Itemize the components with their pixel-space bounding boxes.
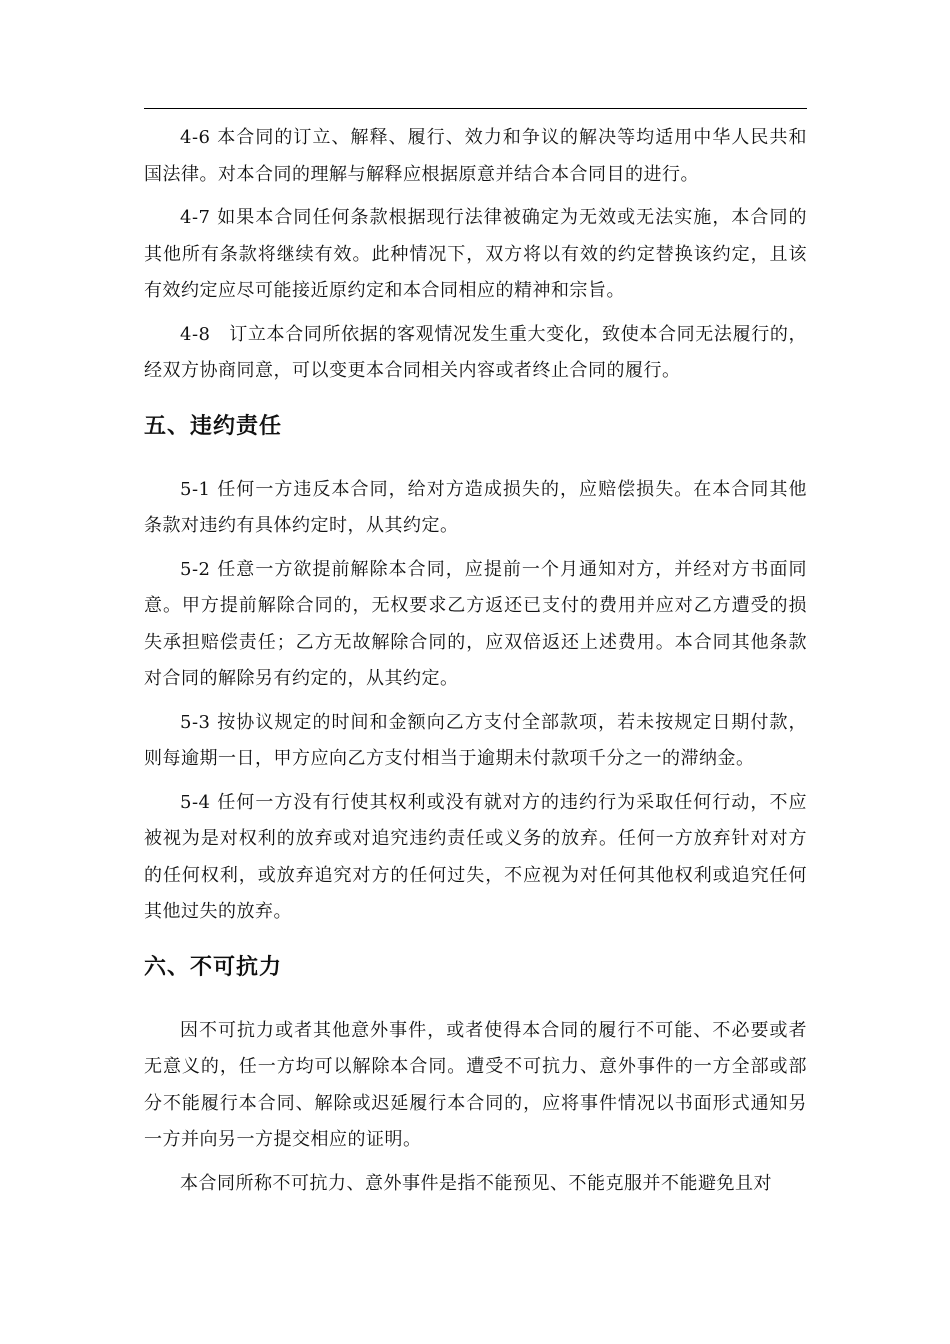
- clause-4-6: 4-6 本合同的订立、解释、履行、效力和争议的解决等均适用中华人民共和国法律。对本合同的理解与解释应根据原意并结合本合同目的进行。: [144, 127, 807, 185]
- clause-5-2: 5-2 任意一方欲提前解除本合同，应提前一个月通知对方，并经对方书面同意。甲方提前解除合同的，无权要求乙方返还已支付的费用并应对乙方遭受的损失承担赔偿责任；乙方无故解除合同的，应双倍返还上述费用。本合同其他条款对合同的解除另有约定的，从其约定。: [144, 558, 807, 689]
- clause-5-1: 5-1 任何一方违反本合同，给对方造成损失的，应赔偿损失。在本合同其他条款对违约有具体约定时，从其约定。: [144, 478, 807, 536]
- clause-4-7: 4-7 如果本合同任何条款根据现行法律被确定为无效或无法实施，本合同的其他所有条款将继续有效。此种情况下，双方将以有效的约定替换该约定，且该有效约定应尽可能接近原约定和本合同相应的精神和宗旨。: [144, 207, 807, 301]
- header-rule: [144, 108, 807, 109]
- clause-5-4: 5-4 任何一方没有行使其权利或没有就对方的违约行为采取任何行动，不应被视为是对权利的放弃或对追究违约责任或义务的放弃。任何一方放弃针对对方的任何权利，或放弃追究对方的任何过失，不应视为对任何其他权利或追究任何其他过失的放弃。: [144, 791, 807, 922]
- clause-5-3: 5-3 按协议规定的时间和金额向乙方支付全部款项，若未按规定日期付款，则每逾期一日，甲方应向乙方支付相当于逾期未付款项千分之一的滞纳金。: [144, 711, 807, 769]
- force-majeure-paragraph-1: 因不可抗力或者其他意外事件，或者使得本合同的履行不可能、不必要或者无意义的，任一方均可以解除本合同。遭受不可抗力、意外事件的一方全部或部分不能履行本合同、解除或迟延履行本合同的，应将事件情况以书面形式通知另一方并向另一方提交相应的证明。: [144, 1019, 807, 1150]
- section-heading-breach-liability: 五、违约责任: [144, 413, 283, 439]
- clause-4-8: 4-8 订立本合同所依据的客观情况发生重大变化，致使本合同无法履行的，经双方协商同意，可以变更本合同相关内容或者终止合同的履行。: [144, 323, 807, 381]
- section-heading-force-majeure: 六、不可抗力: [144, 954, 283, 980]
- document-body: [144, 120, 807, 1209]
- force-majeure-paragraph-2: 本合同所称不可抗力、意外事件是指不能预见、不能克服并不能避免且对: [180, 1172, 772, 1194]
